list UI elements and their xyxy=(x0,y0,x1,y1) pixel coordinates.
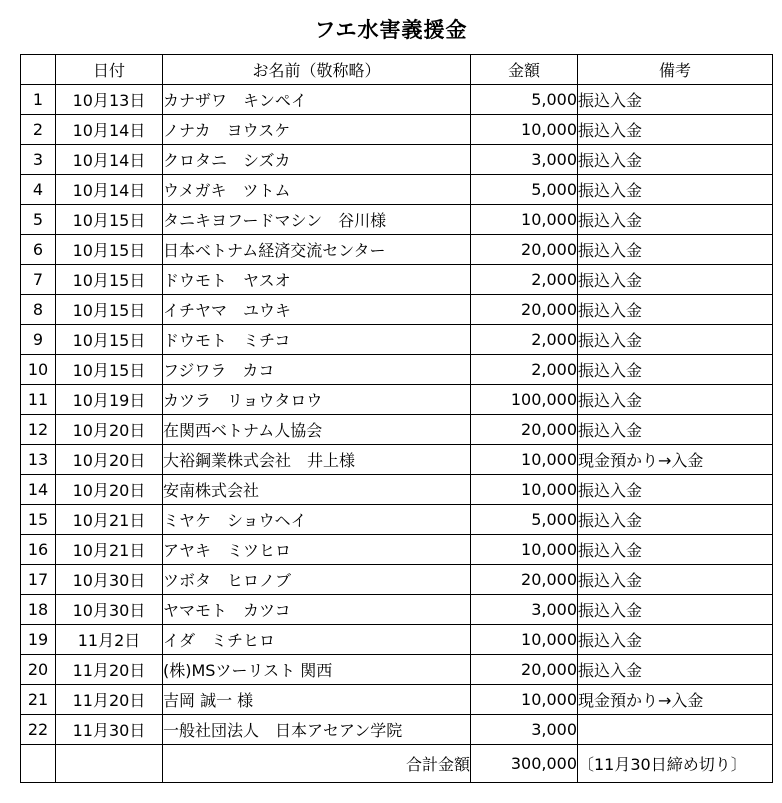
table-row xyxy=(21,685,773,715)
row-date: 10月15日 xyxy=(56,295,163,325)
row-date: 11月30日 xyxy=(56,715,163,745)
table-row xyxy=(21,415,773,445)
row-note: 振込入金 xyxy=(578,625,773,655)
row-number: 20 xyxy=(21,655,56,685)
row-number: 1 xyxy=(21,85,56,115)
row-donor-name: カツラ リョウタロウ xyxy=(163,385,471,415)
header-row xyxy=(21,55,773,85)
header-name: お名前（敬称略） xyxy=(163,55,471,85)
row-donor-name: フジワラ カコ xyxy=(163,355,471,385)
total-blank-no xyxy=(21,745,56,783)
row-donor-name: 吉岡 誠一 様 xyxy=(163,685,471,715)
row-date: 10月30日 xyxy=(56,595,163,625)
row-donor-name: 在関西ベトナム人協会 xyxy=(163,415,471,445)
row-note: 現金預かり→入金 xyxy=(578,685,773,715)
table-row xyxy=(21,475,773,505)
row-date: 10月14日 xyxy=(56,115,163,145)
row-number: 4 xyxy=(21,175,56,205)
row-number: 15 xyxy=(21,505,56,535)
row-number: 11 xyxy=(21,385,56,415)
row-number: 17 xyxy=(21,565,56,595)
row-note: 振込入金 xyxy=(578,385,773,415)
row-donor-name: 大裕鋼業株式会社 井上様 xyxy=(163,445,471,475)
row-date: 10月15日 xyxy=(56,205,163,235)
table-row xyxy=(21,85,773,115)
table-row xyxy=(21,235,773,265)
row-note: 振込入金 xyxy=(578,205,773,235)
row-amount: 100,000 xyxy=(471,385,578,415)
row-number: 8 xyxy=(21,295,56,325)
row-amount: 10,000 xyxy=(471,115,578,145)
table-row xyxy=(21,445,773,475)
row-amount: 2,000 xyxy=(471,355,578,385)
row-date: 10月20日 xyxy=(56,415,163,445)
row-note: 振込入金 xyxy=(578,145,773,175)
table-row xyxy=(21,355,773,385)
row-amount: 5,000 xyxy=(471,85,578,115)
row-date: 10月15日 xyxy=(56,235,163,265)
row-donor-name: クロタニ シズカ xyxy=(163,145,471,175)
total-blank-date xyxy=(56,745,163,783)
row-donor-name: イダ ミチヒロ xyxy=(163,625,471,655)
row-number: 16 xyxy=(21,535,56,565)
table-row xyxy=(21,715,773,745)
row-note: 振込入金 xyxy=(578,415,773,445)
row-date: 10月20日 xyxy=(56,445,163,475)
row-number: 21 xyxy=(21,685,56,715)
row-note: 振込入金 xyxy=(578,235,773,265)
row-date: 10月19日 xyxy=(56,385,163,415)
table-row xyxy=(21,505,773,535)
row-number: 19 xyxy=(21,625,56,655)
row-donor-name: イチヤマ ユウキ xyxy=(163,295,471,325)
table-row xyxy=(21,535,773,565)
row-date: 10月15日 xyxy=(56,265,163,295)
row-number: 13 xyxy=(21,445,56,475)
table-row xyxy=(21,115,773,145)
table-row xyxy=(21,385,773,415)
table-row xyxy=(21,295,773,325)
row-number: 22 xyxy=(21,715,56,745)
row-number: 6 xyxy=(21,235,56,265)
row-number: 18 xyxy=(21,595,56,625)
row-amount: 5,000 xyxy=(471,505,578,535)
row-donor-name: 一般社団法人 日本アセアン学院 xyxy=(163,715,471,745)
row-amount: 10,000 xyxy=(471,625,578,655)
row-note xyxy=(578,715,773,745)
row-note: 振込入金 xyxy=(578,655,773,685)
table-row xyxy=(21,265,773,295)
table-row xyxy=(21,655,773,685)
row-amount: 20,000 xyxy=(471,415,578,445)
total-note: 〔11月30日締め切り〕 xyxy=(578,745,773,783)
row-note: 振込入金 xyxy=(578,175,773,205)
row-donor-name: ミヤケ ショウヘイ xyxy=(163,505,471,535)
row-date: 10月14日 xyxy=(56,175,163,205)
row-date: 11月20日 xyxy=(56,685,163,715)
row-amount: 20,000 xyxy=(471,295,578,325)
row-note: 振込入金 xyxy=(578,325,773,355)
row-amount: 3,000 xyxy=(471,595,578,625)
row-donor-name: タニキヨフードマシン 谷川様 xyxy=(163,205,471,235)
row-donor-name: 安南株式会社 xyxy=(163,475,471,505)
row-number: 9 xyxy=(21,325,56,355)
header-note: 備考 xyxy=(578,55,773,85)
row-number: 14 xyxy=(21,475,56,505)
row-date: 10月15日 xyxy=(56,325,163,355)
row-note: 振込入金 xyxy=(578,595,773,625)
row-date: 10月20日 xyxy=(56,475,163,505)
row-donor-name: アヤキ ミツヒロ xyxy=(163,535,471,565)
row-amount: 20,000 xyxy=(471,235,578,265)
table-row xyxy=(21,175,773,205)
row-date: 10月21日 xyxy=(56,535,163,565)
table-row xyxy=(21,145,773,175)
donation-table xyxy=(20,54,773,783)
row-amount: 3,000 xyxy=(471,145,578,175)
header-no xyxy=(21,55,56,85)
row-date: 10月14日 xyxy=(56,145,163,175)
row-note: 振込入金 xyxy=(578,565,773,595)
row-amount: 10,000 xyxy=(471,205,578,235)
row-note: 振込入金 xyxy=(578,295,773,325)
row-number: 12 xyxy=(21,415,56,445)
row-donor-name: ツボタ ヒロノブ xyxy=(163,565,471,595)
row-number: 7 xyxy=(21,265,56,295)
row-amount: 10,000 xyxy=(471,685,578,715)
table-row xyxy=(21,625,773,655)
row-donor-name: ドウモト ミチコ xyxy=(163,325,471,355)
header-date: 日付 xyxy=(56,55,163,85)
row-date: 10月15日 xyxy=(56,355,163,385)
header-amount: 金額 xyxy=(471,55,578,85)
table-row xyxy=(21,325,773,355)
row-amount: 2,000 xyxy=(471,325,578,355)
row-date: 10月30日 xyxy=(56,565,163,595)
total-row xyxy=(21,745,773,783)
row-note: 振込入金 xyxy=(578,535,773,565)
row-donor-name: ヤマモト カツコ xyxy=(163,595,471,625)
page-title: フエ水害義援金 xyxy=(314,18,468,42)
row-amount: 10,000 xyxy=(471,475,578,505)
row-number: 5 xyxy=(21,205,56,235)
row-donor-name: ドウモト ヤスオ xyxy=(163,265,471,295)
row-date: 10月21日 xyxy=(56,505,163,535)
table-row xyxy=(21,565,773,595)
row-note: 振込入金 xyxy=(578,85,773,115)
row-number: 2 xyxy=(21,115,56,145)
row-note: 振込入金 xyxy=(578,505,773,535)
row-date: 10月13日 xyxy=(56,85,163,115)
row-date: 11月20日 xyxy=(56,655,163,685)
row-amount: 10,000 xyxy=(471,535,578,565)
row-note: 現金預かり→入金 xyxy=(578,445,773,475)
row-amount: 5,000 xyxy=(471,175,578,205)
row-donor-name: ノナカ ヨウスケ xyxy=(163,115,471,145)
row-note: 振込入金 xyxy=(578,265,773,295)
row-note: 振込入金 xyxy=(578,475,773,505)
row-donor-name: 日本ベトナム経済交流センター xyxy=(163,235,471,265)
row-note: 振込入金 xyxy=(578,115,773,145)
row-donor-name: カナザワ キンペイ xyxy=(163,85,471,115)
total-label: 合計金額 xyxy=(163,745,471,783)
row-donor-name: (株)MSツーリスト 関西 xyxy=(163,655,471,685)
row-amount: 20,000 xyxy=(471,655,578,685)
row-amount: 10,000 xyxy=(471,445,578,475)
row-amount: 3,000 xyxy=(471,715,578,745)
table-row xyxy=(21,595,773,625)
total-amount: 300,000 xyxy=(471,745,578,783)
row-note: 振込入金 xyxy=(578,355,773,385)
table-row xyxy=(21,205,773,235)
row-number: 10 xyxy=(21,355,56,385)
row-number: 3 xyxy=(21,145,56,175)
row-donor-name: ウメガキ ツトム xyxy=(163,175,471,205)
row-amount: 20,000 xyxy=(471,565,578,595)
row-amount: 2,000 xyxy=(471,265,578,295)
row-date: 11月2日 xyxy=(56,625,163,655)
